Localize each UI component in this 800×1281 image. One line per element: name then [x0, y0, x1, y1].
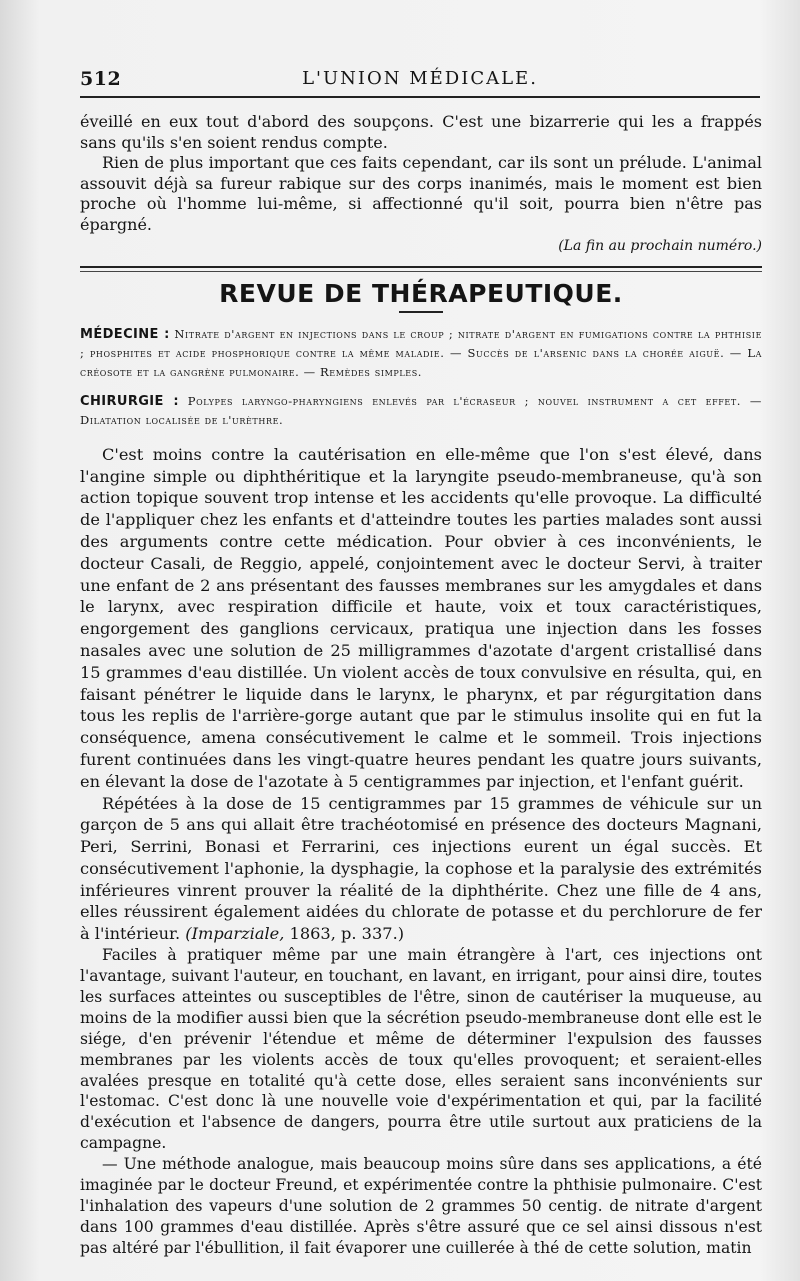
surgery-summary — [80, 392, 762, 430]
body-paragraph-text: Répétées à la dose de 15 centigrammes par 15 grammes de véhicule sur un garçon de 5 ans qui allait être trachéotomisé en présence des docteurs Magnani, Peri, Serrini, Bonasi et Ferrarini, ces injections eurent un égal succès. Et consécutivement l'aphonie, la dysphagie, la cophose et la paralysie des extrémités inférieures vinrent prouver la réalité de la diphthérite. Chez une fille de 4 ans, elles réussirent également aidées du chlorate de potasse et du perchlorure de fer à l'intérieur. — [80, 793, 762, 944]
prev-article-paragraph: éveillé en eux tout d'abord des soupçons. C'est une bizarrerie qui les a frappés sans qu'ils s'en soient rendus compte. — [80, 112, 762, 152]
body-paragraph: C'est moins contre la cautérisation en elle-même que l'on s'est élevé, dans l'angine simple ou diphthéritique et la laryngite pseudo-membraneuse, qu'à son action topique souvent trop intense et les accidents qu'elle provoque. La difficulté de l'appliquer chez les enfants et d'atteindre toutes les parties malades sont aussi des arguments contre cette médication. Pour obvier à ces inconvénients, le docteur Casali, de Reggio, appelé, conjointement avec le docteur Servi, à traiter une enfant de 2 ans présentant des fausses membranes sur les amygdales et dans le larynx, avec respiration difficile et haute, voix et toux caractéristiques, engorgement des ganglions cervicaux, pratiqua une injection dans les fosses nasales avec une solution de 25 milligrammes d'azotate d'argent cristallisé dans 15 grammes d'eau distillée. Un violent accès de toux convulsive en résulta, qui, en faisant pénétrer le liquide dans le larynx, le pharynx, et par régurgitation dans tous les replis de l'arrière-gorge autant que par le stimulus insolite qui en fut la conséquence, amena consécutivement le calme et le sommeil. Trois injections furent continuées dans les vingt-quatre heures pendant les quatre jours suivants, en élevant la dose de l'azotate à 5 centigrammes par injection, et l'enfant guérit. — [80, 444, 762, 791]
surgery-topics: Polypes laryngo-pharyngiens enlevés par l'écraseur ; nouvel instrument a cet effet. — Dilatation localisée de l'urèthre. — [80, 393, 762, 427]
surgery-label: CHIRURGIE : — [80, 393, 179, 409]
medicine-label: MÉDECINE : — [80, 326, 170, 342]
section-divider — [80, 266, 762, 272]
header-rule — [80, 96, 760, 98]
body-paragraph — [80, 793, 762, 946]
source-journal: (Imparziale, — [185, 924, 285, 944]
running-title: L'UNION MÉDICALE. — [302, 68, 538, 89]
page-number: 512 — [80, 68, 122, 90]
medicine-topics: Nitrate d'argent en injections dans le croup ; nitrate d'argent en fumigations contre la phthisie ; phosphites et acide phosphorique contre la même maladie. — Succès de l'arsenic dans la chorée aiguë. — La créosote et la gangrène pulmonaire. — Remèdes simples. — [80, 326, 763, 379]
page-content — [80, 112, 762, 1259]
body-paragraph: — Une méthode analogue, mais beaucoup moins sûre dans ses applications, a été imaginée par le docteur Freund, et expérimentée contre la phthisie pulmonaire. C'est l'inhalation des vapeurs d'une solution de 2 grammes 50 centig. de nitrate d'argent dans 100 grammes d'eau distillée. Après s'être assuré que ce sel ainsi dissous n'est pas altéré par l'ébullition, il fait évaporer une cuillerée à thé de cette solution, matin — [80, 1155, 762, 1257]
section-title: REVUE DE THÉRAPEUTIQUE. — [219, 279, 623, 309]
medicine-summary — [80, 325, 762, 382]
article-body — [80, 444, 762, 1259]
prev-article-paragraph: Rien de plus important que ces faits cependant, car ils sont un prélude. L'animal assouvit déjà sa fureur rabique sur des corps inanimés, mais le moment est bien proche où l'homme lui-même, si affectionné qu'il soit, pourra bien n'être pas épargné. — [80, 153, 762, 234]
source-reference: 1863, p. 337.) — [289, 924, 405, 944]
body-paragraph: Faciles à pratiquer même par une main étrangère à l'art, ces injections ont l'avantage, suivant l'auteur, en touchant, en lavant, en irrigant, pour ainsi dire, toutes les surfaces atteintes ou susceptibles de l'être, sinon de cautériser la muqueuse, au moins de la modifier aussi bien que la sécrétion pseudo-membraneuse dont elle est le siége, d'en prévenir l'étendue et même de déterminer l'expulsion des fausses membranes par les violents accès de toux qu'elles provoquent; et seraient-elles avalées presque en totalité qu'à cette dose, elles seraient sans inconvénients sur l'estomac. C'est donc là une nouvelle voie d'expérimentation et qui, par la facilité d'exécution et l'absence de dangers, pourra être utile surtout aux praticiens de la campagne. — [80, 946, 762, 1153]
title-rule — [399, 311, 443, 313]
page-header — [80, 60, 760, 92]
continuation-note: (La fin au prochain numéro.) — [558, 237, 762, 254]
